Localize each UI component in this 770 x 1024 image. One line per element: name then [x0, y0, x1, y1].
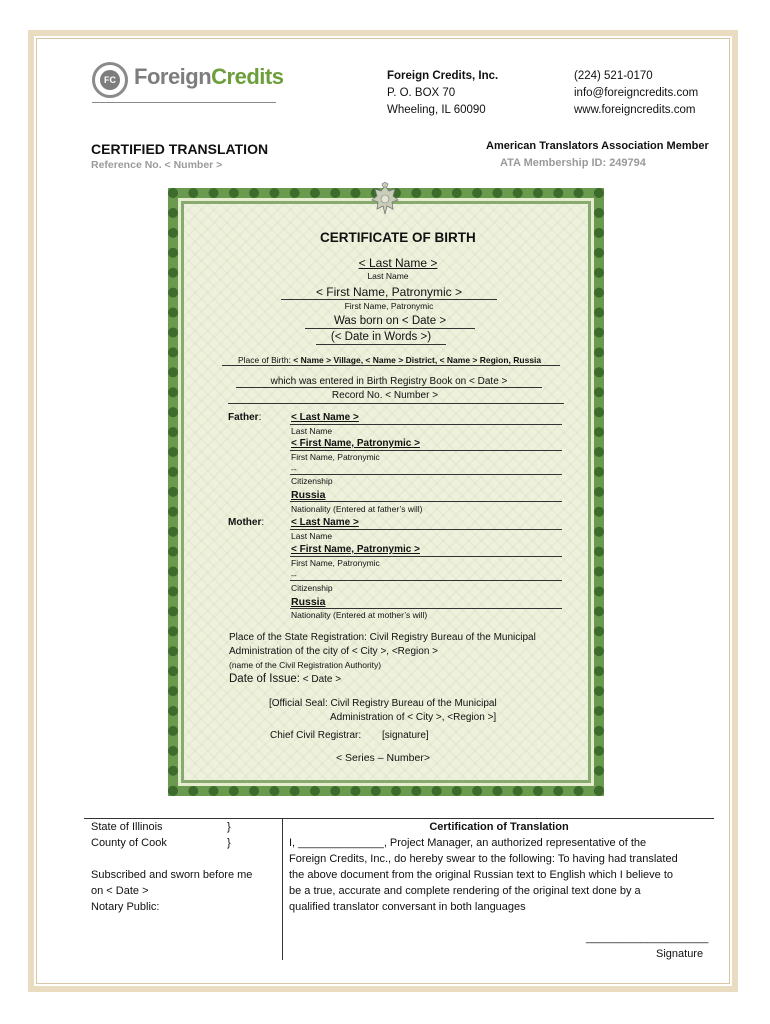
father-heading: [228, 412, 261, 423]
mother-citizenship-value: --: [291, 570, 297, 580]
date-in-words: (< Date in Words >): [330, 331, 432, 343]
mother-last-name-label: Last Name: [291, 531, 333, 541]
certification-line-1: I, ______________, Project Manager, an authorized representative of the: [289, 837, 647, 849]
company-name: Foreign Credits, Inc.: [387, 70, 499, 82]
notary-state-row: [91, 819, 276, 835]
coat-of-arms-icon: [369, 182, 401, 220]
born-on-underline: [305, 328, 475, 329]
born-on-date: Was born on < Date >: [333, 315, 447, 327]
signature-line: ____________________: [586, 932, 709, 944]
date-words-underline: [316, 344, 446, 345]
certification-title: Certification of Translation: [429, 821, 569, 833]
website: www.foreigncredits.com: [574, 104, 696, 116]
notary-county-brace: }: [227, 837, 231, 849]
record-underline: [228, 403, 564, 404]
place-of-birth-value: < Name > Village, < Name > District, < Name > Region, Russia: [293, 355, 542, 365]
address-line-1: P. O. BOX 70: [387, 87, 456, 99]
mother-first-name: < First Name, Patronymic >: [291, 544, 420, 555]
certification-block: [289, 819, 709, 915]
first-name-underline: [281, 299, 497, 300]
mother-heading: [228, 517, 264, 528]
mother-first-name-label: First Name, Patronymic: [291, 558, 380, 568]
place-of-birth-underline: [222, 365, 560, 366]
child-last-name-label: Last Name: [367, 271, 409, 281]
company-logo: [92, 60, 282, 110]
registration-authority-note: (name of the Civil Registration Authority): [229, 660, 382, 670]
registration-place-line-1: Place of the State Registration: Civil Registry Bureau of the Municipal: [229, 632, 536, 643]
reference-number: Reference No. < Number >: [91, 159, 223, 171]
phone: (224) 521-0170: [574, 70, 653, 82]
father-nationality-label: Nationality (Entered at father’s will): [291, 504, 423, 514]
father-first-name: < First Name, Patronymic >: [291, 438, 420, 449]
registrar-label: Chief Civil Registrar:: [270, 730, 362, 741]
registry-underline: [236, 387, 542, 388]
certification-line-2: Foreign Credits, Inc., do hereby swear to the following: To having had translated: [289, 853, 678, 865]
father-citizenship-label: Citizenship: [291, 476, 333, 486]
father-colon: :: [258, 412, 262, 423]
mother-colon: :: [261, 517, 265, 528]
father-first-name-line: [290, 450, 562, 451]
notary-block: [91, 819, 276, 915]
notary-county: County of Cook: [91, 837, 167, 849]
father-nationality-value: Russia: [291, 489, 326, 501]
certification-line-5: qualified translator conversant in both languages: [289, 901, 526, 913]
child-first-name-label: First Name, Patronymic: [344, 301, 434, 311]
registrar-signature: [signature]: [382, 730, 429, 741]
ata-membership: American Translators Association Member: [486, 140, 709, 152]
mother-nationality-value: Russia: [291, 596, 326, 608]
mother-citizenship-line: [290, 580, 562, 581]
father-first-name-label: First Name, Patronymic: [291, 452, 380, 462]
notary-sworn-line-1: Subscribed and sworn before me: [91, 869, 253, 881]
father-label: Father: [228, 412, 259, 423]
official-seal-line-2: Administration of < City >, <Region >]: [330, 712, 497, 723]
series-number: < Series – Number>: [336, 752, 430, 764]
company-contact: [574, 68, 698, 119]
date-of-issue-value: < Date >: [299, 674, 342, 685]
father-last-name-label: Last Name: [291, 426, 333, 436]
mother-last-name: < Last Name >: [291, 517, 359, 528]
child-last-name: < Last Name >: [358, 256, 438, 270]
logo-underline: [92, 102, 276, 103]
notary-state: State of Illinois: [91, 821, 163, 833]
notary-public-label: Notary Public:: [91, 901, 160, 913]
notary-sworn-line-2: on < Date >: [91, 885, 149, 897]
mother-citizenship-label: Citizenship: [291, 583, 333, 593]
logo-badge-icon: [92, 62, 128, 98]
logo-word-2: Credits: [211, 64, 284, 89]
place-of-birth-label: Place of Birth:: [238, 355, 294, 365]
email: info@foreigncredits.com: [574, 87, 699, 99]
mother-first-name-line: [290, 556, 562, 557]
mother-last-name-line: [290, 529, 562, 530]
address-line-2: Wheeling, IL 60090: [387, 104, 486, 116]
child-first-name: < First Name, Patronymic >: [315, 285, 463, 299]
notary-state-brace: }: [227, 821, 231, 833]
logo-badge-text: FC: [100, 70, 120, 90]
mother-nationality-label: Nationality (Entered at mother’s will): [291, 610, 428, 620]
father-nationality-line: [290, 501, 562, 502]
logo-word-1: Foreign: [134, 64, 212, 89]
notary-county-row: [91, 835, 276, 851]
mother-label: Mother: [228, 517, 262, 528]
company-address: [387, 68, 498, 119]
document-title: CERTIFIED TRANSLATION: [91, 141, 269, 157]
father-last-name-line: [290, 424, 562, 425]
certificate-title: CERTIFICATE OF BIRTH: [320, 230, 476, 245]
ata-membership-id: ATA Membership ID: 249794: [500, 157, 646, 169]
logo-wordmark: [134, 64, 283, 90]
signature-label: Signature: [656, 948, 704, 960]
mother-nationality-line: [290, 608, 562, 609]
record-number: Record No. < Number >: [331, 390, 439, 401]
father-citizenship-value: --: [291, 464, 297, 474]
certification-line-4: be a true, accurate and complete rendering of the original text done by a: [289, 885, 641, 897]
place-of-birth: [238, 355, 541, 365]
certification-line-3: the above document from the original Russian text to English which I believe to: [289, 869, 673, 881]
table-divider: [282, 818, 283, 960]
father-last-name: < Last Name >: [291, 412, 359, 423]
father-citizenship-line: [290, 474, 562, 475]
official-seal-line-1: [Official Seal: Civil Registry Bureau of the Municipal: [269, 698, 497, 709]
registry-entry: which was entered in Birth Registry Book on < Date >: [270, 376, 508, 387]
date-of-issue-label: Date of Issue:: [229, 673, 300, 685]
registration-place-line-2: Administration of the city of < City >, <Region >: [229, 646, 438, 657]
date-of-issue: [229, 673, 341, 685]
